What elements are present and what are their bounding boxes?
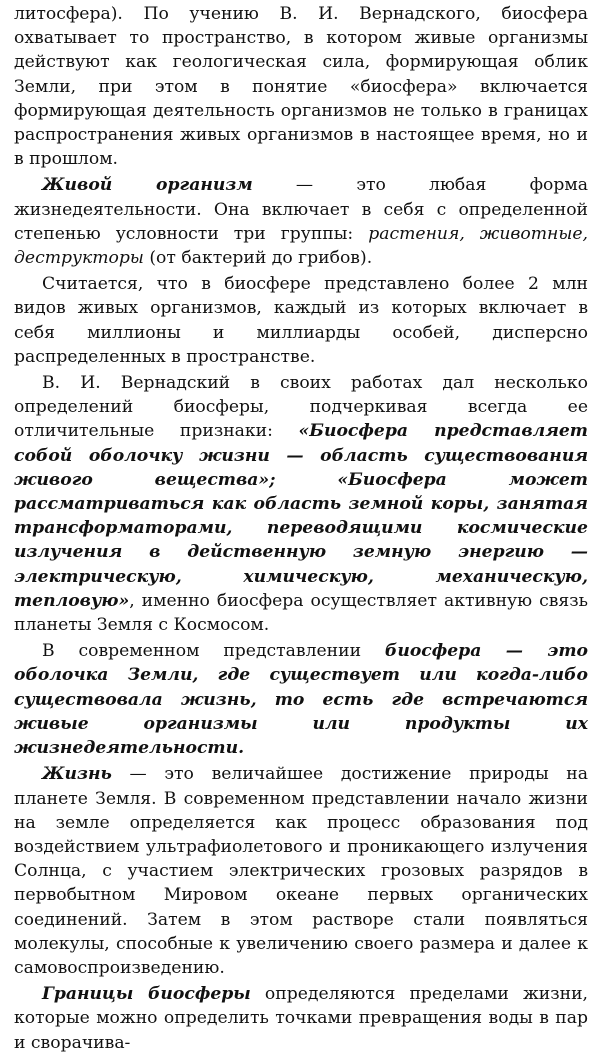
paragraph: [14, 2, 588, 171]
text-run: , именно биосфера осуществляет активную связь планеты Земля с Космосом.: [14, 590, 588, 636]
text-run: — это величайшее достижение природы на планете Земля. В современном представлении начало жизни на земле определяется как процесс образования под воздействием ультрафиолетового и проникающего излучения Солнца, с участием электрических грозовых разрядов в первобытном Мировом океане первых органических соединений. Затем в этом растворе стали появляться молекулы, способные к увеличению своего размера и далее к самовоспроизведению.: [14, 764, 588, 978]
text-run: (от бактерий до грибов).: [143, 248, 373, 269]
italic-term: растения, животные, деструкторы: [14, 223, 588, 269]
text-body: [14, 2, 588, 1055]
paragraph: [14, 982, 588, 1055]
bold-italic-term: биосфера — это оболочка Земли, где существует или когда-либо существовала жизнь, то есть где встречаются живые организмы или продукты их жизнедеятельности.: [14, 641, 588, 759]
text-run: В современном представлении: [42, 641, 385, 662]
bold-italic-term: «Биосфера представляет собой оболочку жизни — область существования живого вещества»; «Биосфера может рассматриваться как область земной коры, занятая трансформаторами, переводящими космические излучения в действенную земную энергию — электрическую, химическую, механическую, тепловую»: [14, 421, 588, 611]
paragraph: [14, 639, 588, 760]
paragraph: [14, 371, 588, 637]
paragraph: [14, 272, 588, 369]
bold-italic-term: Живой организм: [42, 175, 253, 196]
paragraph: [14, 173, 588, 270]
text-run: определяются пределами жизни, которые можно определить точками превращения воды в пар и сворачива-: [14, 984, 588, 1053]
bold-italic-term: Жизнь: [42, 764, 112, 785]
text-run: литосфера). По учению В. И. Вернадского, биосфера охватывает то пространство, в котором живые организмы действуют как геологическая сила, формирующая облик Земли, при этом в понятие «биосфера» включается формирующая деятельность организмов не только в границах распространения живых организмов в настоящее время, но и в прошлом.: [14, 4, 588, 170]
text-run: Считается, что в биосфере представлено более 2 млн видов живых организмов, каждый из которых включает в себя миллионы и миллиарды особей, дисперсно распределенных в пространстве.: [14, 274, 588, 367]
text-run: В. И. Вернадский в своих работах дал несколько определений биосферы, подчеркивая всегда ее отличительные признаки:: [14, 373, 588, 442]
text-run: — это любая форма жизнедеятельности. Она включает в себя с определенной степенью условности три группы:: [14, 175, 588, 244]
bold-italic-term: Границы биосферы: [42, 984, 251, 1005]
paragraph: [14, 762, 588, 980]
